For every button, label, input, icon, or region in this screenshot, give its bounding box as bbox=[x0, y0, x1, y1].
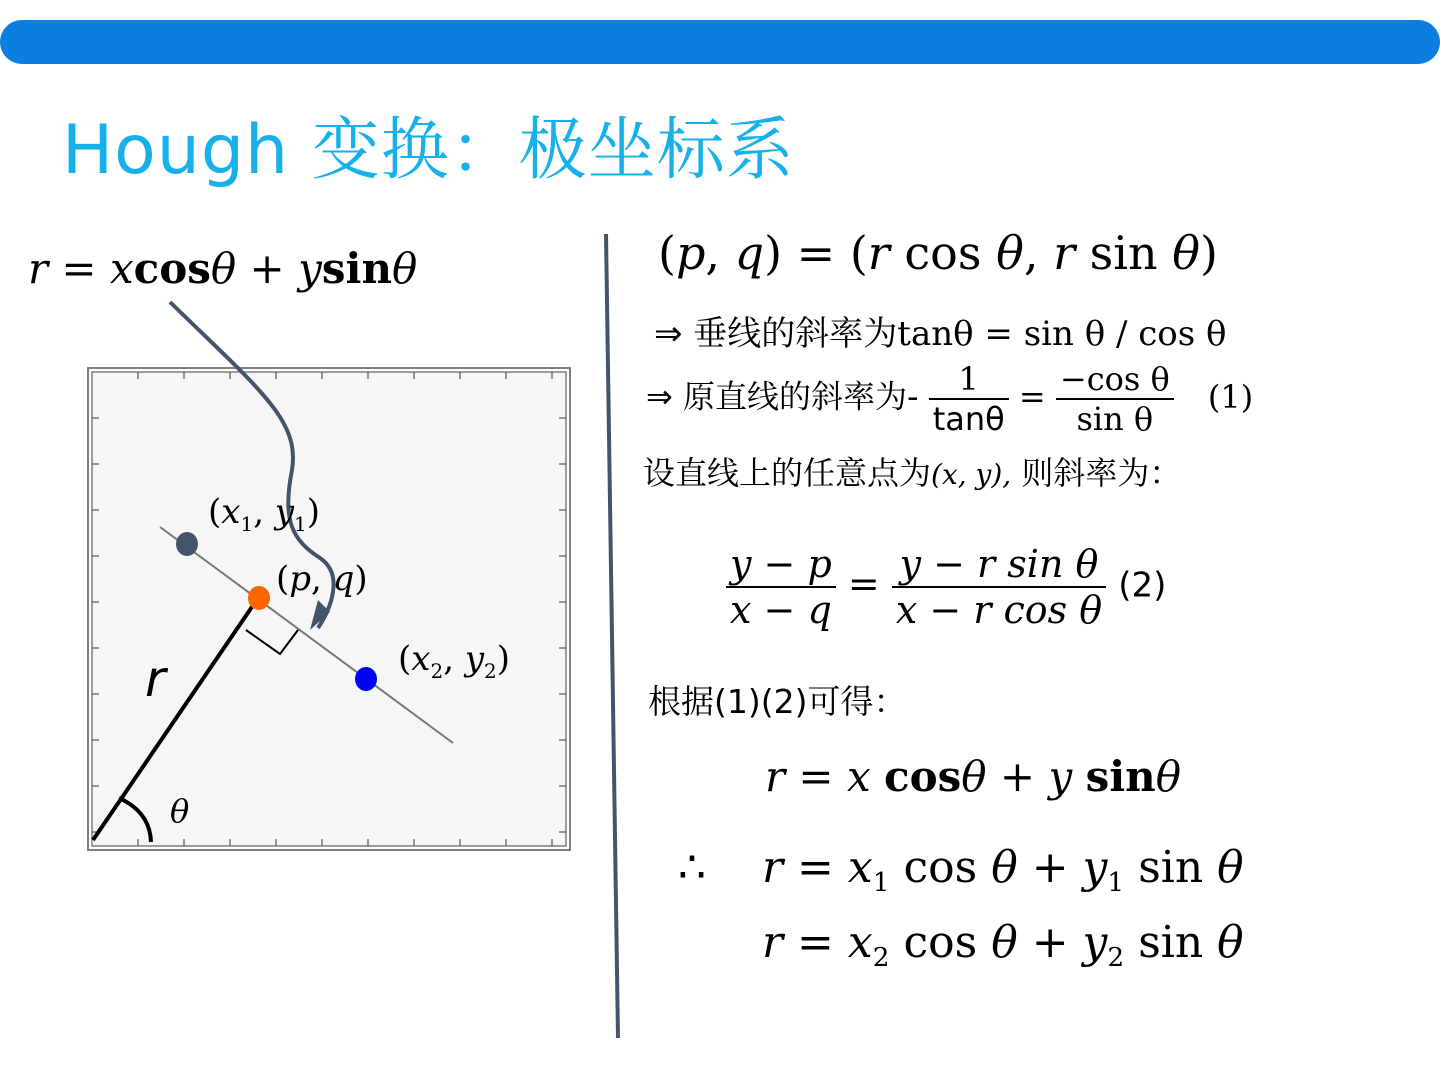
fraction-cos-over-sin: $\frac{\text{−cos θ}}{\text{sin θ}}$ bbox=[1056, 360, 1174, 438]
pq-definition: (p, q) = (r cos θ, r sin θ) bbox=[658, 226, 1218, 280]
original-slope-line: ⇒ 原直线的斜率为- $\frac{1}{\tan\theta}$ = $\frac{\text{−cos θ}}{\text{sin θ}}$ (1) bbox=[646, 360, 1254, 438]
equation-tag-2: (2) bbox=[1118, 565, 1167, 606]
point-x1-y1 bbox=[176, 532, 198, 556]
fraction-rsin-over-rcos: $\frac{\text{y − r sin θ}}{\text{x − r cos θ}}$ bbox=[892, 542, 1106, 632]
perpendicular-slope-line: ⇒ 垂线的斜率为tanθ = sin θ / cos θ bbox=[654, 314, 1227, 354]
label-point-pq: (p, q) bbox=[276, 559, 368, 599]
therefore-symbol: ∴ bbox=[678, 842, 706, 893]
derivation-text: 根据(1)(2)可得： bbox=[648, 682, 907, 721]
arbitrary-point-line: 设直线上的任意点为(x, y), 则斜率为： bbox=[643, 454, 1182, 492]
label-point1: ($x_1$, $y_1$) bbox=[208, 492, 321, 536]
label-r: r bbox=[145, 650, 166, 708]
fraction-y-p-over-x-q: $\frac{y - p}{x - q}$ bbox=[726, 542, 836, 632]
point-x2-y2 bbox=[355, 667, 377, 691]
polar-line-formula: r = xcosθ + ysinθ bbox=[28, 244, 418, 293]
equation-tag-1: (1) bbox=[1207, 377, 1254, 416]
slope-equation-2: $\frac{y - p}{x - q}$ = $\frac{\text{y − r sin θ}}{\text{x − r cos θ}}$ (2) bbox=[726, 542, 1166, 632]
point-p-q bbox=[248, 586, 270, 610]
system-equation-2: $r = x_2$ $\cos \theta + y_2$ sin θ bbox=[762, 917, 1244, 974]
slide-title: Hough 变换：极坐标系 bbox=[62, 111, 795, 190]
vertical-divider bbox=[606, 234, 618, 1038]
label-point2: ($x_2$, $y_2$) bbox=[398, 639, 511, 683]
perp-slope-math: tanθ = sin θ / cos θ bbox=[897, 314, 1227, 354]
label-theta: θ bbox=[170, 792, 190, 830]
result-formula: r = x cosθ + y sinθ bbox=[765, 752, 1181, 801]
system-equation-1: $r = x_1$ $\cos \theta + y_1$ sin θ bbox=[762, 842, 1244, 899]
fraction-1-over-tan: $\frac{1}{\tan\theta}$ bbox=[929, 360, 1009, 438]
